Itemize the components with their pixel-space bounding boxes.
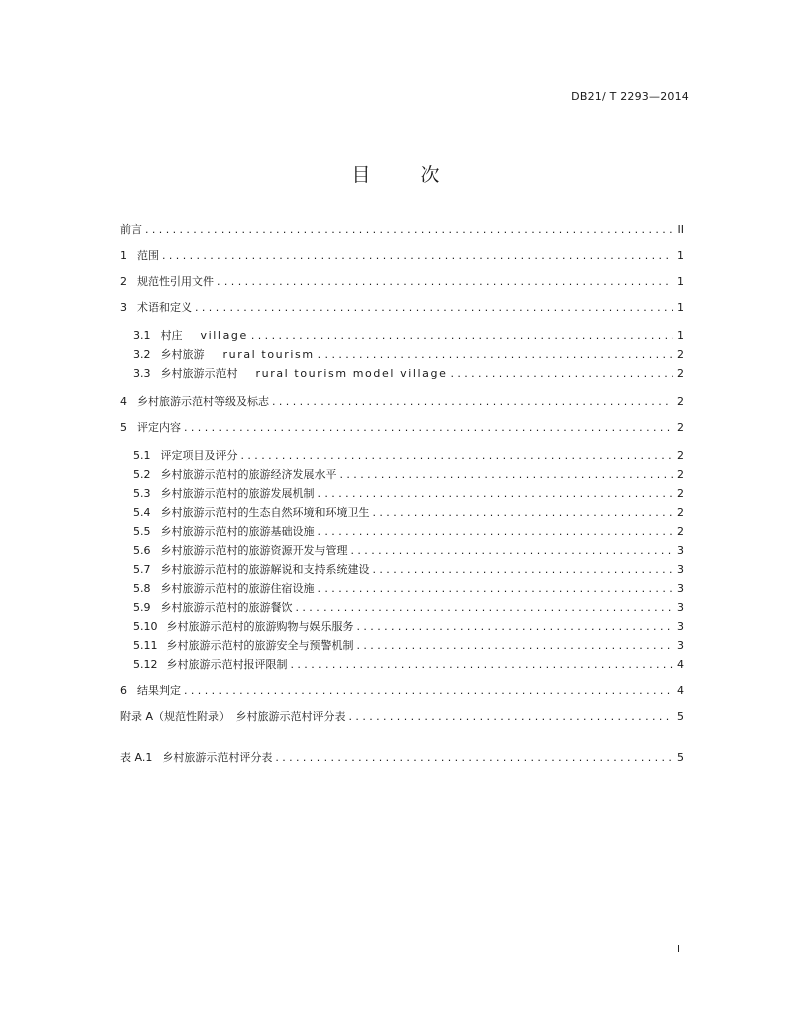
- toc-entry-5-6[interactable]: [120, 541, 684, 560]
- toc-entry-label: 乡村旅游示范村报评限制: [166, 658, 288, 671]
- toc-entry-page: 3: [677, 620, 684, 633]
- toc-entry-5-10[interactable]: [120, 617, 684, 636]
- toc-entry-label: 乡村旅游示范村评分表: [162, 751, 273, 764]
- toc-entry-5-2[interactable]: [120, 465, 684, 484]
- leader-dots: [296, 598, 674, 617]
- toc-entry-number: 5.8: [133, 582, 151, 595]
- standard-number: DB21/ T 2293—2014: [571, 90, 689, 103]
- toc-entry-number: 表 A.1: [120, 751, 153, 764]
- toc-entry-number: 5.4: [133, 506, 151, 519]
- toc-entry-label: 术语和定义: [137, 301, 192, 314]
- toc-entry-label: 村庄: [160, 329, 183, 342]
- toc-entry-3-1[interactable]: [120, 326, 684, 345]
- toc-entry-2[interactable]: [120, 272, 684, 291]
- toc-entry-5-5[interactable]: [120, 522, 684, 541]
- toc-entry-number: 3: [120, 301, 127, 314]
- toc-entry-page: 3: [677, 601, 684, 614]
- toc-entry-label: 乡村旅游示范村的旅游住宿设施: [160, 582, 315, 595]
- toc-entry-english-term: village: [200, 329, 248, 342]
- leader-dots: [351, 541, 674, 560]
- toc-entry-5-7[interactable]: [120, 560, 684, 579]
- toc-entry-5-8[interactable]: [120, 579, 684, 598]
- leader-dots: [291, 655, 674, 674]
- toc-entry-label: 范围: [137, 249, 159, 262]
- leader-dots: [318, 484, 674, 503]
- toc-entry-label: 乡村旅游示范村的旅游餐饮: [160, 601, 293, 614]
- toc-entry-label: 评定内容: [137, 421, 181, 434]
- leader-dots: [217, 272, 673, 291]
- toc-entry-english-term: rural tourism model village: [255, 367, 448, 380]
- toc-entry-page: 1: [677, 275, 684, 288]
- leader-dots: [241, 446, 674, 465]
- leader-dots: [275, 748, 673, 767]
- toc-entry-page: 5: [677, 751, 684, 764]
- toc-entry-page: 2: [677, 506, 684, 519]
- toc-entry-label: 乡村旅游: [160, 348, 205, 361]
- toc-entry-number: 5.7: [133, 563, 151, 576]
- toc-entry-number: 5.9: [133, 601, 151, 614]
- leader-dots: [357, 617, 674, 636]
- toc-entry-5-11[interactable]: [120, 636, 684, 655]
- toc-entry-number: 5.1: [133, 449, 151, 462]
- toc-entry-label: 乡村旅游示范村: [160, 367, 238, 380]
- toc-entry-english-term: rural tourism: [222, 348, 315, 361]
- toc-entry-number: 1: [120, 249, 127, 262]
- toc-entry-number: 5.10: [133, 620, 158, 633]
- toc-entry-5-3[interactable]: [120, 484, 684, 503]
- toc-entry-label: 乡村旅游示范村等级及标志: [137, 395, 269, 408]
- toc-entry-label: 乡村旅游示范村的旅游基础设施: [160, 525, 315, 538]
- leader-dots: [195, 298, 673, 317]
- leader-dots: [373, 503, 674, 522]
- toc-entry-page: 2: [677, 421, 684, 434]
- leader-dots: [318, 522, 674, 541]
- toc-entry-label: 乡村旅游示范村的旅游解说和支持系统建设: [160, 563, 370, 576]
- toc-entry-label: 附录 A（规范性附录） 乡村旅游示范村评分表: [120, 710, 346, 723]
- toc-entry-table-a1[interactable]: [120, 748, 684, 767]
- toc-entry-page: 2: [677, 449, 684, 462]
- toc-entry-page: 2: [677, 468, 684, 481]
- table-of-contents: [120, 220, 684, 767]
- toc-entry-5-1[interactable]: [120, 446, 684, 465]
- toc-entry-number: 5.3: [133, 487, 151, 500]
- leader-dots: [184, 681, 673, 700]
- toc-entry-number: 3.1: [133, 329, 151, 342]
- leader-dots: [357, 636, 674, 655]
- footer-page-number: I: [677, 944, 680, 955]
- toc-entry-number: 6: [120, 684, 127, 697]
- leader-dots: [318, 579, 674, 598]
- toc-entry-label: 前言: [120, 223, 142, 236]
- toc-entry-label: 乡村旅游示范村的旅游安全与预警机制: [166, 639, 354, 652]
- leader-dots: [318, 345, 673, 364]
- page-title: 目 次: [351, 164, 462, 186]
- toc-entry-5-4[interactable]: [120, 503, 684, 522]
- toc-entry-3-2[interactable]: [120, 345, 684, 364]
- toc-entry-label: 乡村旅游示范村的旅游购物与娱乐服务: [166, 620, 354, 633]
- toc-entry-page: 3: [677, 563, 684, 576]
- toc-entry-page: 1: [677, 301, 684, 314]
- toc-entry-number: 5: [120, 421, 127, 434]
- toc-entry-4[interactable]: [120, 392, 684, 411]
- toc-entry-page: 4: [677, 658, 684, 671]
- toc-entry-number: 3.3: [133, 367, 151, 380]
- toc-entry-number: 5.2: [133, 468, 151, 481]
- leader-dots: [450, 364, 673, 383]
- leader-dots: [251, 326, 673, 345]
- toc-entry-label: 乡村旅游示范村的旅游资源开发与管理: [160, 544, 348, 557]
- toc-entry-number: 5.11: [133, 639, 158, 652]
- toc-entry-page: 2: [677, 367, 684, 380]
- toc-entry-number: 5.6: [133, 544, 151, 557]
- toc-entry-number: 2: [120, 275, 127, 288]
- toc-entry-label: 乡村旅游示范村的旅游发展机制: [160, 487, 315, 500]
- toc-entry-page: 5: [677, 710, 684, 723]
- toc-entry-3-3[interactable]: [120, 364, 684, 383]
- toc-entry-3[interactable]: [120, 298, 684, 317]
- toc-entry-label: 乡村旅游示范村的生态自然环境和环境卫生: [160, 506, 370, 519]
- toc-entry-page: 2: [677, 395, 684, 408]
- toc-entry-number: 5.12: [133, 658, 158, 671]
- toc-entry-label: 乡村旅游示范村的旅游经济发展水平: [160, 468, 337, 481]
- toc-entry-appendix-a[interactable]: [120, 707, 684, 726]
- toc-entry-label: 评定项目及评分: [160, 449, 238, 462]
- toc-entry-page: 2: [677, 525, 684, 538]
- leader-dots: [373, 560, 674, 579]
- toc-entry-label: 结果判定: [137, 684, 181, 697]
- toc-entry-1[interactable]: [120, 246, 684, 265]
- leader-dots: [162, 246, 673, 265]
- toc-entry-page: 2: [677, 348, 684, 361]
- toc-entry-label: 规范性引用文件: [137, 275, 214, 288]
- toc-entry-5[interactable]: [120, 418, 684, 437]
- toc-entry-5-12[interactable]: [120, 655, 684, 674]
- toc-entry-page: 4: [677, 684, 684, 697]
- toc-entry-page: 3: [677, 582, 684, 595]
- toc-entry-number: 5.5: [133, 525, 151, 538]
- toc-entry-number: 3.2: [133, 348, 151, 361]
- toc-entry-page: 1: [677, 329, 684, 342]
- toc-entry-page: 3: [677, 544, 684, 557]
- leader-dots: [272, 392, 673, 411]
- toc-entry-number: 4: [120, 395, 127, 408]
- leader-dots: [349, 707, 673, 726]
- toc-entry-page: 3: [677, 639, 684, 652]
- leader-dots: [184, 418, 673, 437]
- leader-dots: [340, 465, 674, 484]
- toc-entry-page: II: [677, 223, 684, 236]
- toc-entry-foreword[interactable]: [120, 220, 684, 239]
- toc-entry-5-9[interactable]: [120, 598, 684, 617]
- toc-entry-page: 1: [677, 249, 684, 262]
- toc-entry-page: 2: [677, 487, 684, 500]
- toc-entry-6[interactable]: [120, 681, 684, 700]
- leader-dots: [145, 220, 673, 239]
